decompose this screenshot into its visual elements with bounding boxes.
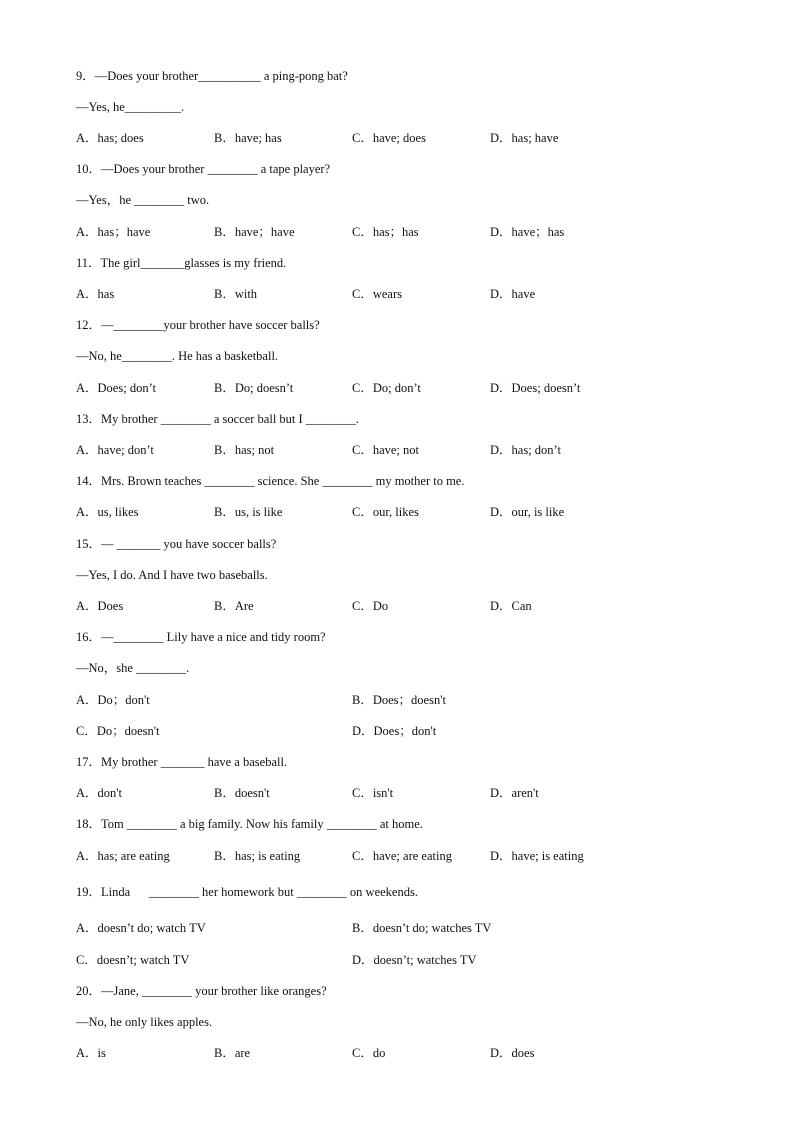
question-9-reply: —Yes, he_________. [76,100,185,114]
question-9-option-c: C．have; does [352,131,426,145]
question-11-option-c: C．wears [352,287,402,301]
question-20-option-c: C．do [352,1046,386,1060]
question-19-stem: 19．Linda ________ her homework but ________ on weekends. [76,885,418,899]
question-11-stem: 11．The girl_______glasses is my friend. [76,256,287,270]
question-19-option-a: A．doesn’t do; watch TV [76,921,206,935]
question-14-stem: 14．Mrs. Brown teaches ________ science. She ________ my mother to me. [76,474,465,488]
question-14-option-c: C．our, likes [352,505,419,519]
question-15-option-b: B．Are [214,599,254,613]
question-10-reply: —Yes，he ________ two. [76,193,210,207]
question-17-option-c: C．isn't [352,786,394,800]
question-12-stem: 12．—________your brother have soccer balls? [76,318,320,332]
question-20-option-b: B．are [214,1046,251,1060]
question-18-option-d: D．have; is eating [490,849,584,863]
question-15-reply: —Yes, I do. And I have two baseballs. [76,568,268,582]
question-10-stem: 10．—Does your brother ________ a tape player? [76,162,331,176]
question-18-option-b: B．has; is eating [214,849,301,863]
question-12-option-d: D．Does; doesn’t [490,381,581,395]
question-14-option-a: A．us, likes [76,505,139,519]
question-13-stem: 13．My brother ________ a soccer ball but I ________. [76,412,359,426]
question-9-option-d: D．has; have [490,131,559,145]
question-12-reply: —No, he________. He has a basketball. [76,349,279,363]
question-15-stem: 15．— _______ you have soccer balls? [76,537,277,551]
question-16-option-c: C．Do；doesn't [76,724,160,738]
question-10-option-c: C．has；has [352,225,419,239]
question-12-option-c: C．Do; don’t [352,381,421,395]
question-15-option-a: A．Does [76,599,124,613]
question-9-option-a: A．has; does [76,131,144,145]
question-13-option-d: D．has; don’t [490,443,561,457]
question-13-option-c: C．have; not [352,443,420,457]
question-13-option-b: B．has; not [214,443,275,457]
question-20-reply: —No, he only likes apples. [76,1015,213,1029]
question-18-stem: 18．Tom ________ a big family. Now his family ________ at home. [76,817,423,831]
question-17-option-a: A．don't [76,786,123,800]
question-18-option-c: C．have; are eating [352,849,452,863]
question-13-option-a: A．have; don’t [76,443,154,457]
question-19-option-c: C．doesn’t; watch TV [76,953,190,967]
question-9-stem: 9．—Does your brother__________ a ping-pong bat? [76,69,348,83]
question-19-option-b: B．doesn’t do; watches TV [352,921,492,935]
question-11-option-a: A．has [76,287,115,301]
question-20-option-d: D．does [490,1046,535,1060]
question-11-option-d: D．have [490,287,536,301]
question-11-option-b: B．with [214,287,258,301]
question-9-option-b: B．have; has [214,131,282,145]
question-15-option-c: C．Do [352,599,389,613]
question-10-option-a: A．has；have [76,225,151,239]
question-16-stem: 16．—________ Lily have a nice and tidy room? [76,630,326,644]
question-14-option-d: D．our, is like [490,505,565,519]
question-16-reply: —No，she ________. [76,661,190,675]
question-20-option-a: A．is [76,1046,106,1060]
question-12-option-a: A．Does; don’t [76,381,156,395]
question-17-option-d: D．aren't [490,786,539,800]
question-10-option-b: B．have；have [214,225,295,239]
question-16-option-d: D．Does；don't [352,724,437,738]
question-10-option-d: D．have；has [490,225,565,239]
question-14-option-b: B．us, is like [214,505,283,519]
question-16-option-b: B．Does；doesn't [352,693,446,707]
question-16-option-a: A．Do；don't [76,693,150,707]
question-17-option-b: B．doesn't [214,786,270,800]
question-18-option-a: A．has; are eating [76,849,170,863]
question-17-stem: 17．My brother _______ have a baseball. [76,755,288,769]
question-12-option-b: B．Do; doesn’t [214,381,294,395]
question-15-option-d: D．Can [490,599,532,613]
question-20-stem: 20．—Jane, ________ your brother like oranges? [76,984,327,998]
question-19-option-d: D．doesn’t; watches TV [352,953,477,967]
